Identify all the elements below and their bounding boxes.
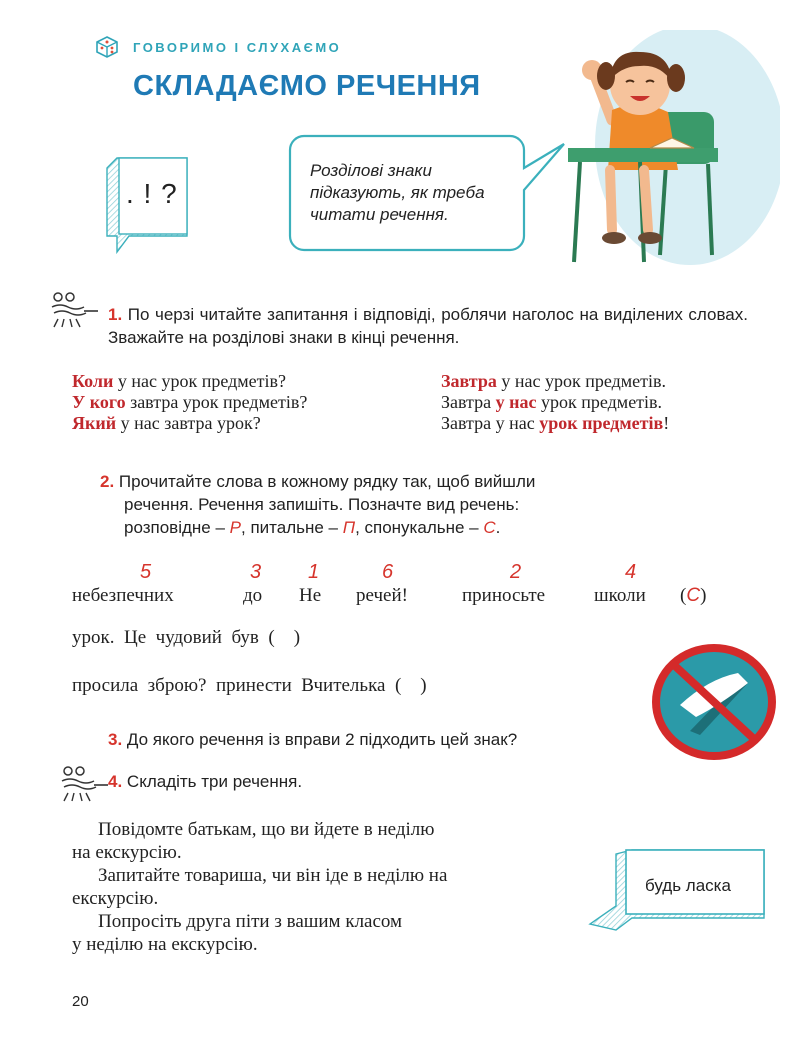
punctuation-text: . ! ? xyxy=(126,178,178,209)
question-line: Коли у нас урок предметів? xyxy=(72,371,287,391)
word: речей! xyxy=(356,585,408,606)
ex2-number: 2. xyxy=(100,472,115,491)
ex1-instruction xyxy=(108,303,748,349)
section-label: ГОВОРИМО І СЛУХАЄМО xyxy=(133,40,342,55)
answer-line: Завтра у нас урок предметів! xyxy=(441,413,670,433)
no-weapons-sign-icon xyxy=(650,643,778,761)
ex1-text: По черзі читайте запитання і відповіді, роблячи наголос на виділених словах. Зважайте на розділові знаки в кінці речення. xyxy=(108,305,748,347)
pair-work-icon xyxy=(48,291,98,329)
order-number: 3 xyxy=(250,561,262,583)
polite-word-text: будь ласка xyxy=(645,876,731,895)
word: Не xyxy=(299,585,322,606)
sentence-row-2: урок. Це чудовий був ( ) xyxy=(72,627,301,648)
order-number: 2 xyxy=(510,561,522,583)
dice-icon xyxy=(96,36,118,58)
answer-line: Завтра у нас урок предметів. xyxy=(441,371,667,391)
speech-text: Розділові знаки підказують, як треба читати речення. xyxy=(310,161,485,224)
question-line: У кого завтра урок предметів? xyxy=(72,392,308,412)
word: до xyxy=(243,585,263,606)
task-list: Повідомте батькам, що ви йдете в неділю на екскурсію. Запитайте товариша, чи він іде в неділю на екскурсію. Попросіть друга піти з вашим класом у неділю на екскурсію. xyxy=(72,819,448,955)
question-line: Який у нас завтра урок? xyxy=(72,413,261,433)
ex3-number: 3. xyxy=(108,730,123,749)
ex4-number: 4. xyxy=(108,772,123,791)
page-title: СКЛАДАЄМО РЕЧЕННЯ xyxy=(133,70,481,102)
word: небезпечних xyxy=(72,585,174,606)
sentence-type-mark: (С) xyxy=(680,585,707,606)
answer-line: Завтра у нас урок предметів. xyxy=(441,392,663,412)
girl-illustration xyxy=(540,30,780,270)
order-number: 1 xyxy=(308,561,320,583)
pair-work-icon xyxy=(58,765,108,803)
ex2-instruction: 2. Прочитайте слова в кожному рядку так, щоб вийшли речення. Речення запишіть. Позначте вид речень: розповідне – Р, питальне – П, спонукальне – С. xyxy=(100,470,660,539)
page-number: 20 xyxy=(72,993,89,1010)
sentence-row-3: просила зброю? принести Вчителька ( ) xyxy=(72,675,427,696)
word: школи xyxy=(594,585,646,606)
order-number: 4 xyxy=(625,561,637,583)
answers-column xyxy=(441,371,669,434)
questions-column xyxy=(72,371,307,434)
ex1-number: 1. xyxy=(108,305,123,324)
order-number: 6 xyxy=(382,561,394,583)
ex3-instruction: 3. До якого речення із вправи 2 підходить цей знак? xyxy=(108,730,518,749)
ex2-key: розповідне – Р, питальне – П, спонукальне – С. xyxy=(124,518,501,537)
word: приносьте xyxy=(462,585,546,606)
order-number: 5 xyxy=(140,561,152,583)
ex4-instruction: 4. Складіть три речення. xyxy=(108,772,303,791)
